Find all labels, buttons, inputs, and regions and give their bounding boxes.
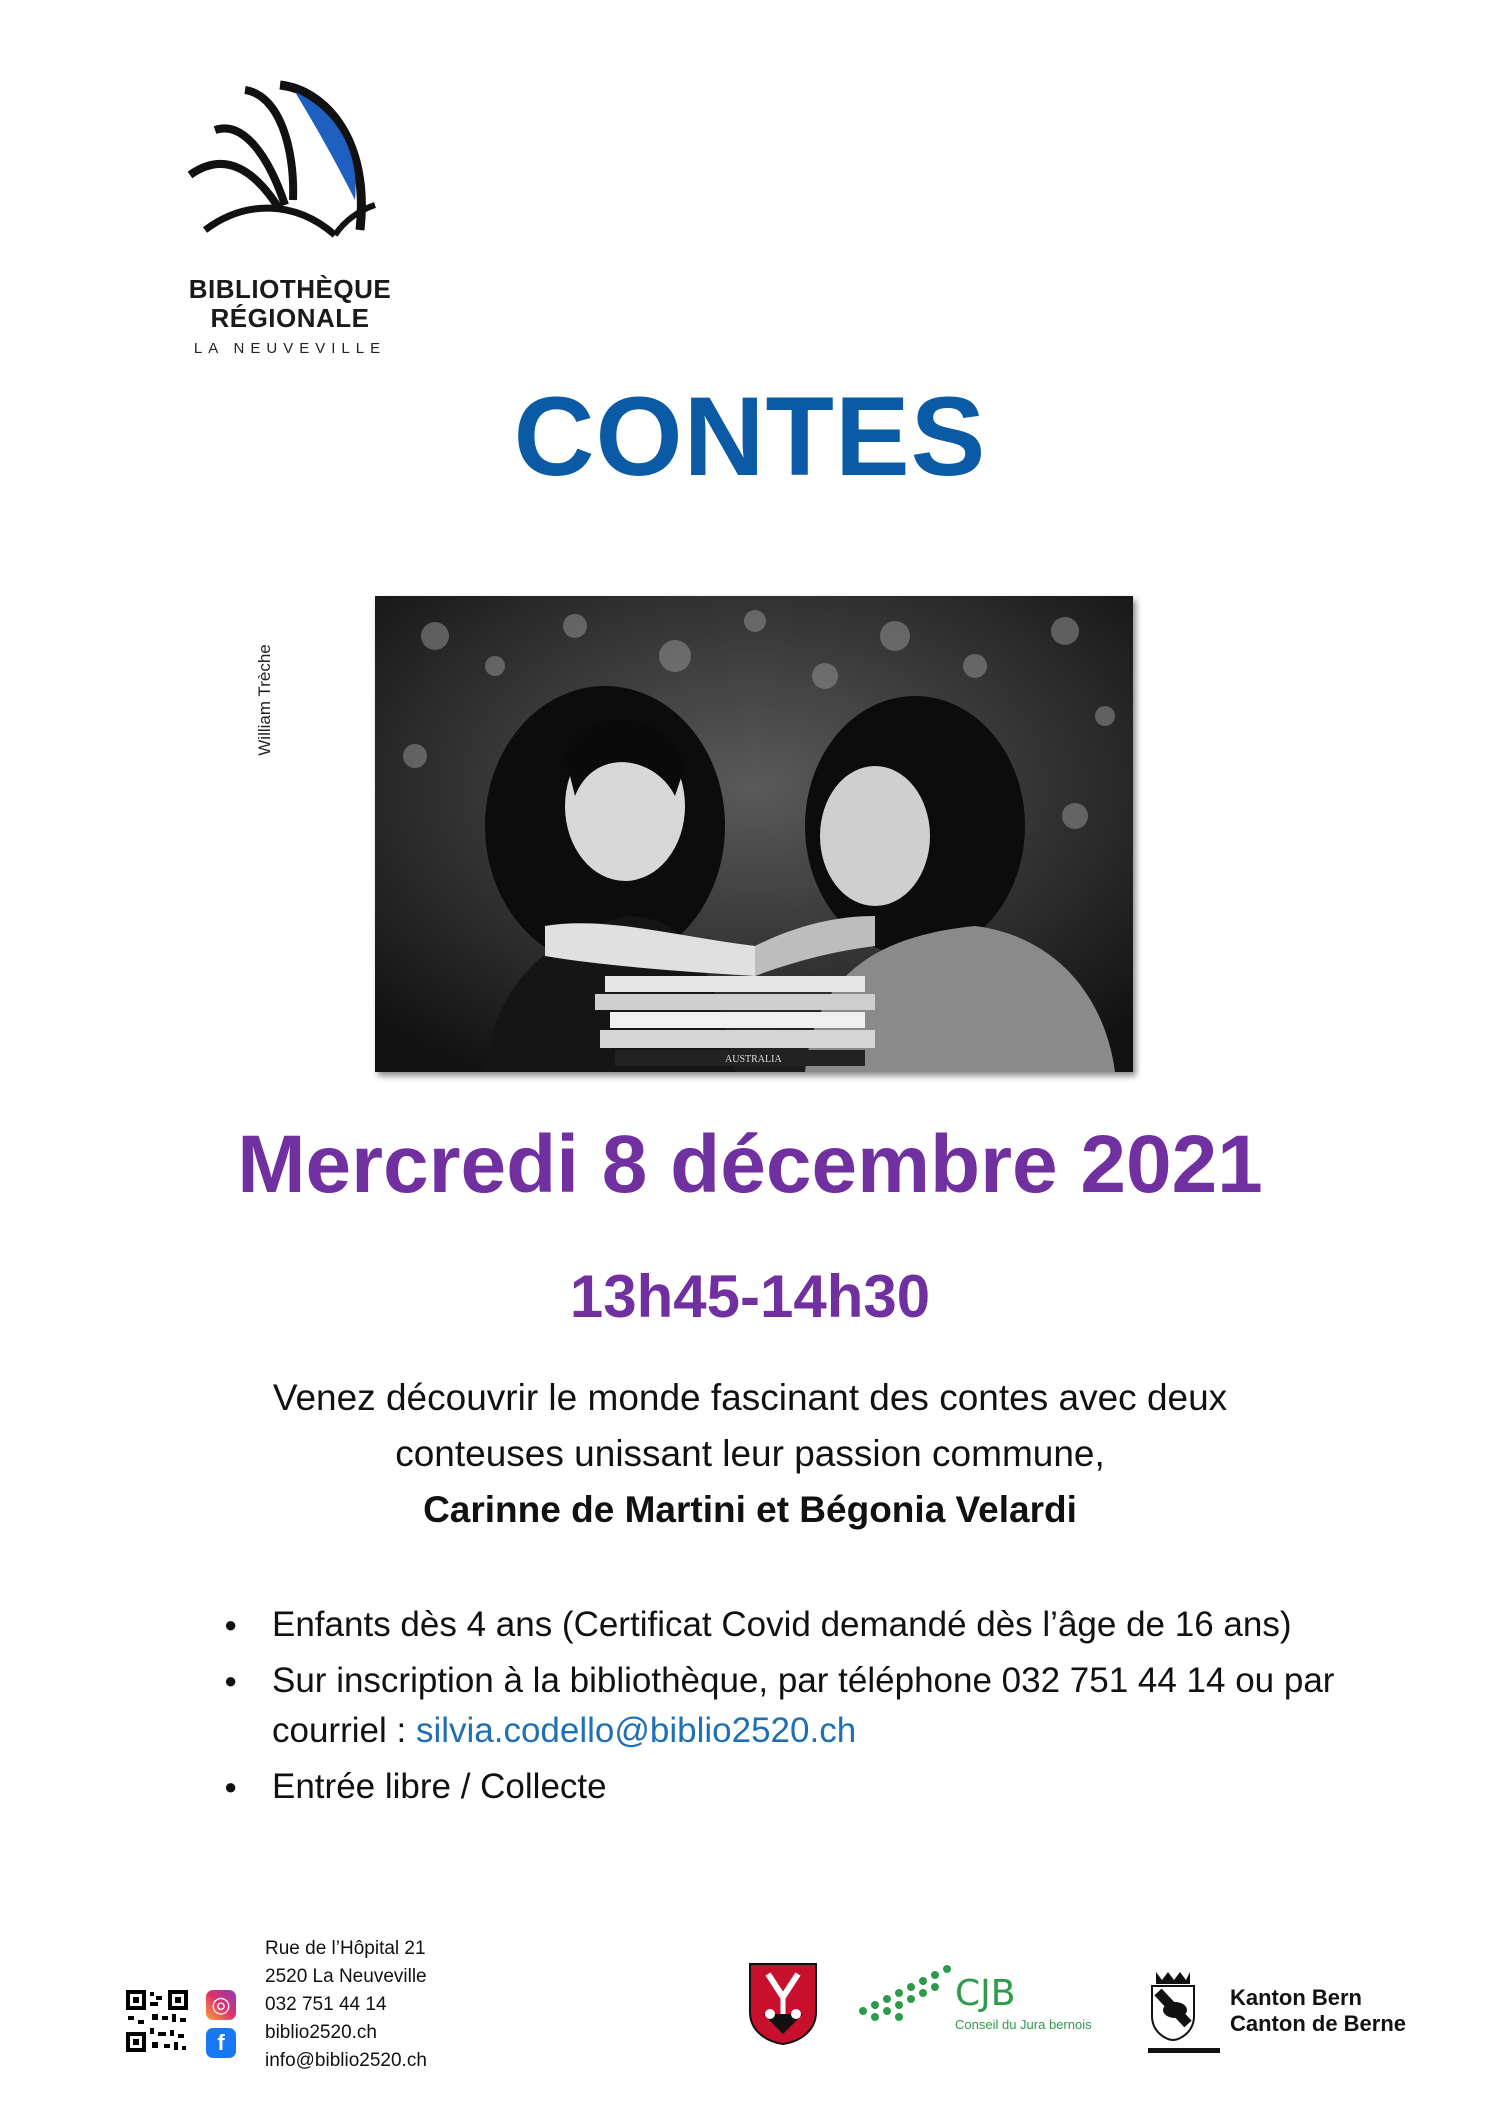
bern-divider — [1148, 2048, 1220, 2053]
cjb-logo — [855, 1955, 1115, 2045]
event-date: Mercredi 8 décembre 2021 — [237, 1119, 1263, 1210]
email-link[interactable]: silvia.codello@biblio2520.ch — [415, 1711, 857, 1750]
storyteller-names: Carinne de Martini et Bégonia Velardi — [423, 1489, 1077, 1530]
info-list — [222, 1600, 1422, 1818]
address-line1: Rue de l’Hôpital 21 — [265, 1938, 426, 1959]
instagram-icon[interactable]: ◎ — [206, 1990, 236, 2020]
logo-name-line2: RÉGIONALE — [210, 303, 370, 333]
canton-line1: Kanton Bern — [1230, 1985, 1362, 2010]
list-item-age — [222, 1600, 1422, 1650]
event-time: 13h45-14h30 — [569, 1263, 931, 1330]
open-book-icon — [185, 80, 395, 270]
registration-text: Sur inscription à la bibliothèque, par téléphone 032 751 44 14 ou par courriel : — [272, 1661, 1335, 1750]
cjb-subtitle: Conseil du Jura bernois — [955, 2017, 1092, 2032]
logo-name-line1: BIBLIOTHÈQUE — [188, 274, 392, 304]
cjb-name: CJB — [955, 1973, 1016, 2014]
la-neuveville-crest-icon — [748, 1962, 818, 2046]
photo-credit: William Trèche — [255, 644, 274, 756]
book-spine-label: AUSTRALIA — [725, 1054, 782, 1065]
logo-wordmark — [160, 275, 420, 333]
facebook-icon[interactable]: f — [206, 2028, 236, 2058]
cjb-dots-icon — [855, 1963, 955, 2033]
list-item-registration — [222, 1656, 1422, 1756]
library-contact — [265, 1935, 427, 2075]
contact-website[interactable]: biblio2520.ch — [265, 2022, 377, 2043]
list-item-age-text: Enfants dès 4 ans (Certificat Covid demandé dès l’âge de 16 ans) — [272, 1605, 1292, 1644]
logo-town: LA NEUVEVILLE — [193, 340, 387, 357]
canton-line2: Canton de Berne — [1230, 2011, 1407, 2036]
address-line2: 2520 La Neuveville — [265, 1966, 427, 1987]
intro-line1: Venez découvrir le monde fascinant des contes avec deux — [272, 1377, 1228, 1418]
storytellers-photo — [375, 596, 1133, 1072]
list-item-entry — [222, 1762, 1422, 1812]
qr-code-icon[interactable] — [124, 1988, 190, 2054]
intro-text — [0, 1370, 1500, 1538]
social-links — [206, 1990, 236, 2066]
bern-crest-icon — [1148, 1968, 1198, 2042]
canton-bern-label — [1230, 1985, 1406, 2037]
page-title: CONTES — [513, 374, 987, 499]
contact-email[interactable]: info@biblio2520.ch — [265, 2050, 427, 2071]
intro-line2: conteuses unissant leur passion commune, — [395, 1433, 1105, 1474]
contact-phone: 032 751 44 14 — [265, 1994, 387, 2015]
list-item-entry-text: Entrée libre / Collecte — [272, 1767, 607, 1806]
